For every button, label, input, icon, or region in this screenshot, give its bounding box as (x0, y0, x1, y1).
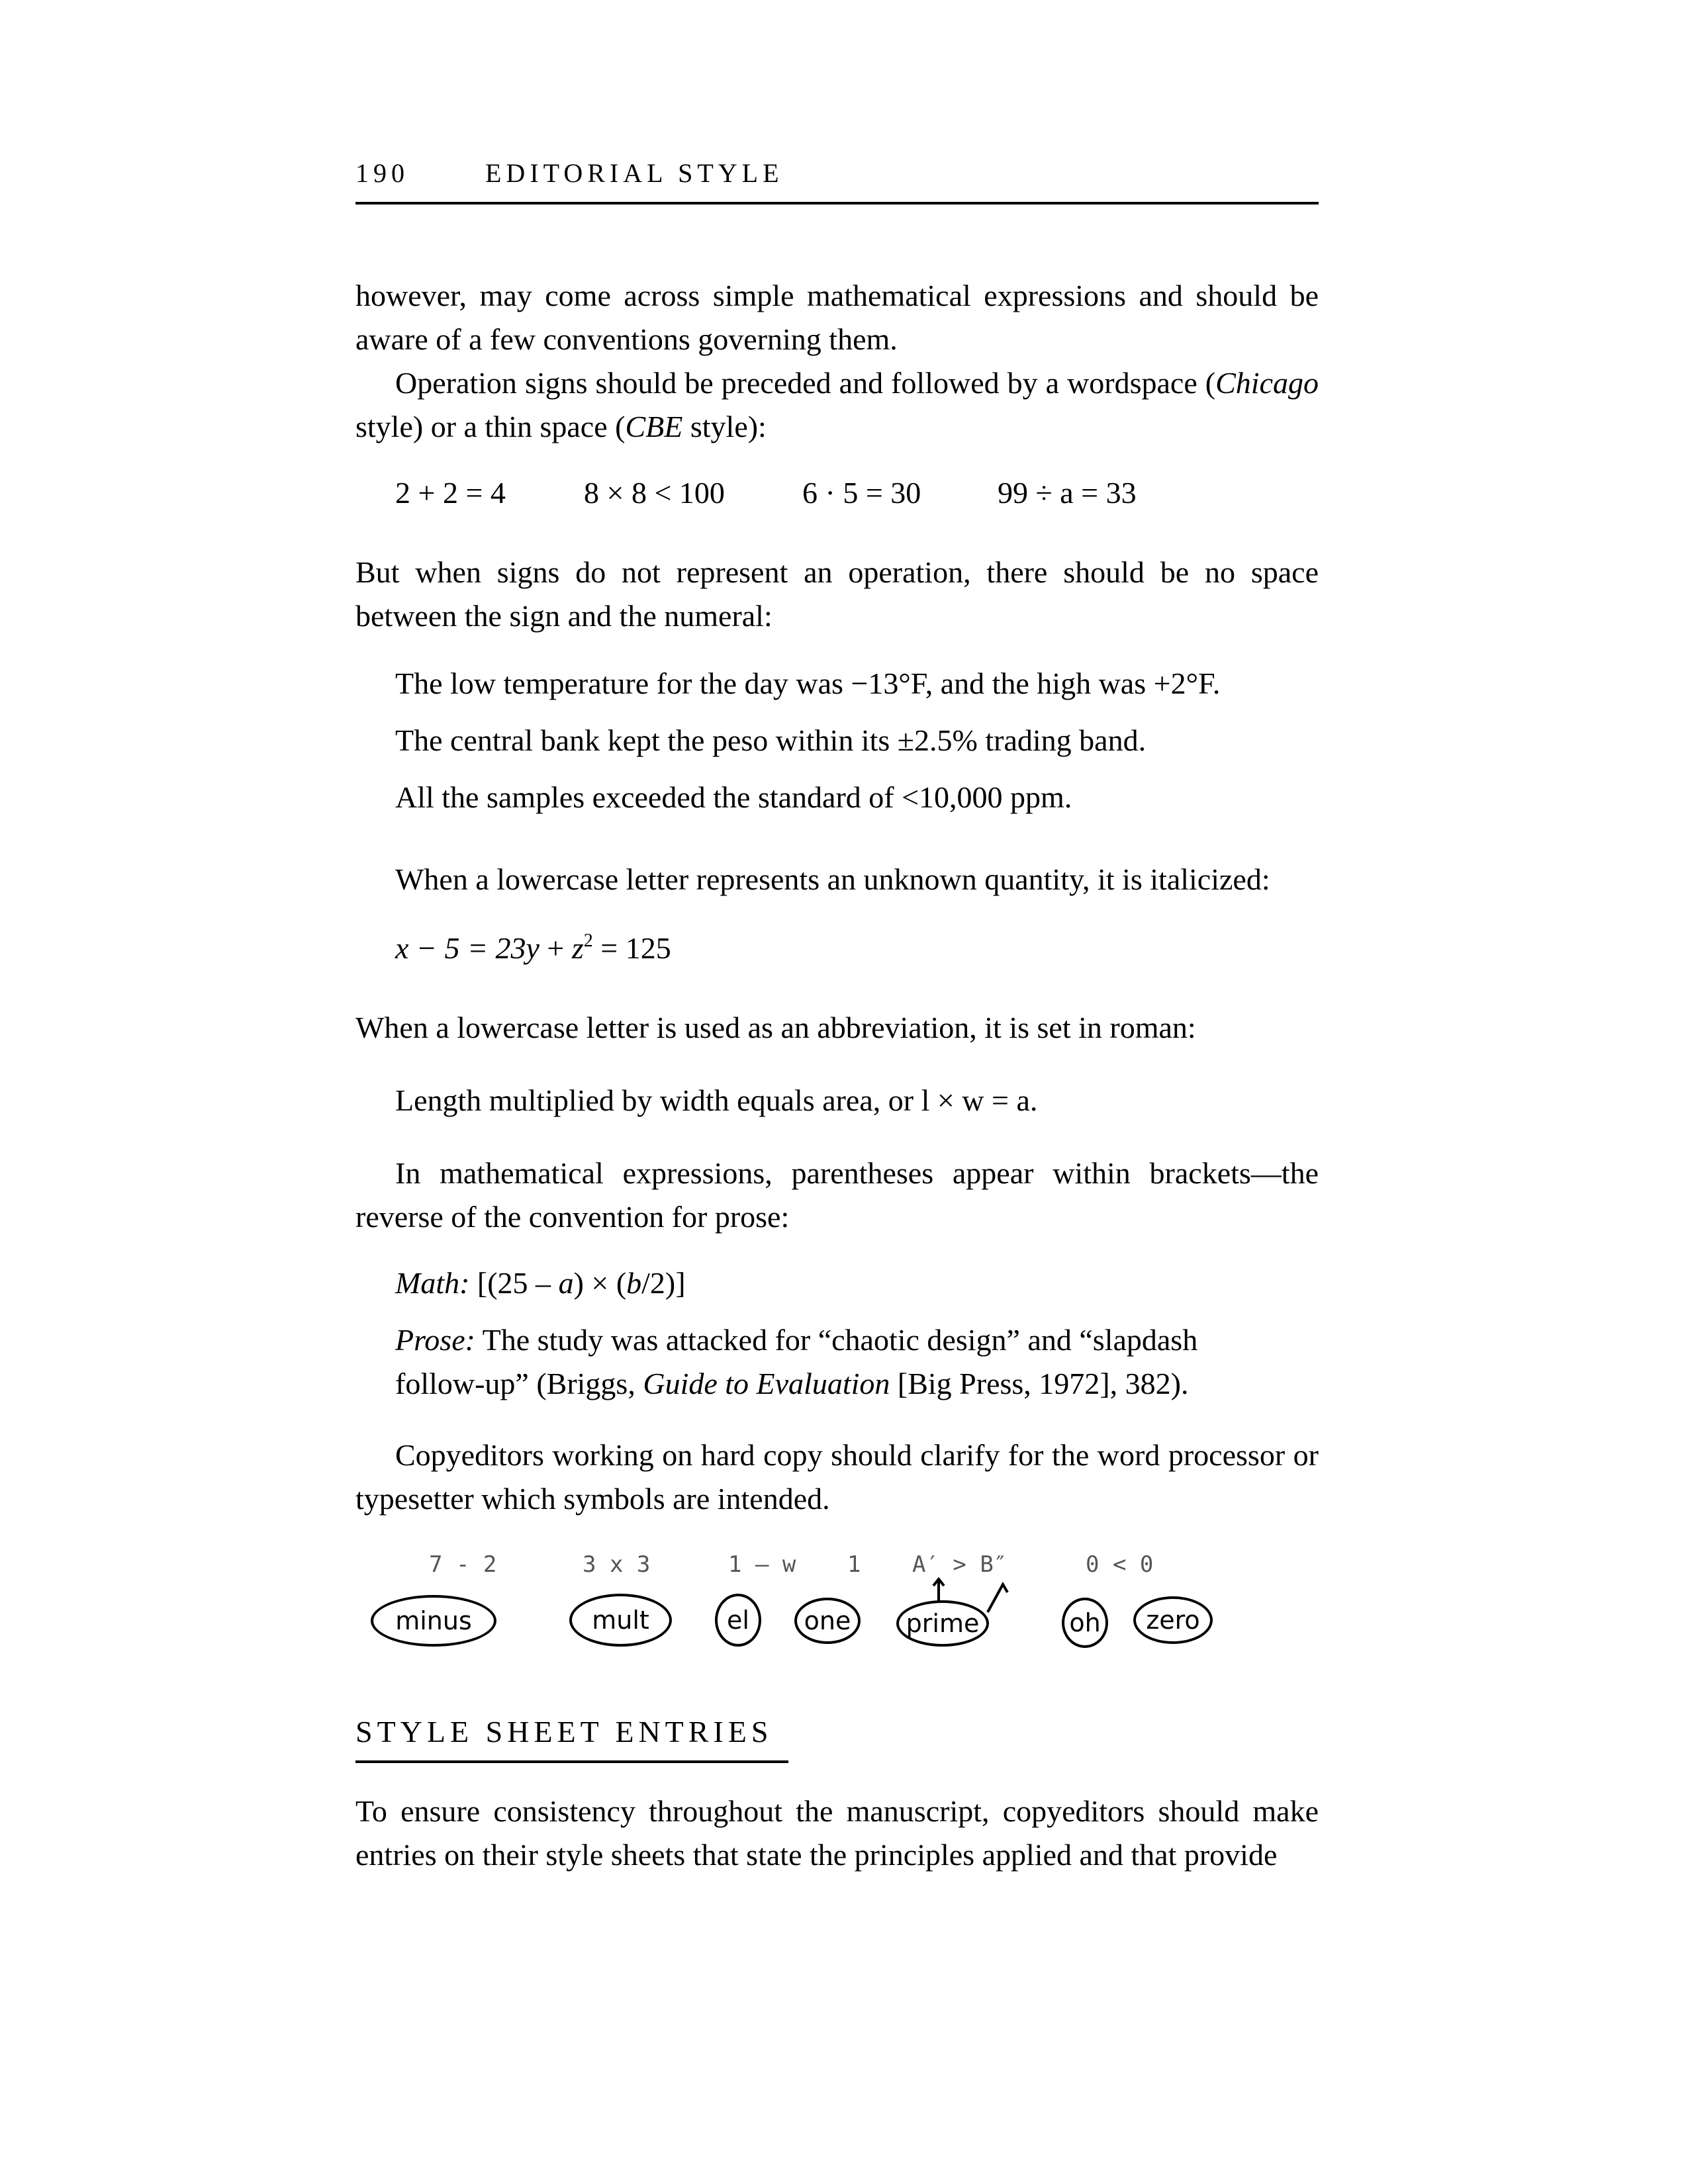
var-y: y (526, 931, 539, 965)
header-rule (355, 202, 1319, 205)
symbol-mult: 3 x 3 (583, 1551, 651, 1578)
symbol-prime: A′ > B″ (912, 1551, 1008, 1578)
text-run: ) × ( (573, 1266, 627, 1300)
oval-mult: mult (569, 1594, 672, 1647)
running-head (355, 158, 784, 189)
example-1: 2 + 2 = 4 (395, 476, 506, 510)
example-4: 99 ÷ a = 33 (998, 476, 1137, 510)
text-run: [(25 – (469, 1266, 559, 1300)
oval-prime: prime (896, 1600, 989, 1647)
example-2: 8 × 8 < 100 (584, 476, 725, 510)
paragraph-unknown-quantity: When a lowercase letter represents an unknown quantity, it is italicized: (395, 862, 1270, 896)
oval-zero: zero (1133, 1596, 1213, 1644)
abbreviation-example: Length multiplied by width equals area, or l × w = a. (395, 1083, 1038, 1117)
sign-example-3: All the samples exceeded the standard of <10,000 ppm. (395, 780, 1072, 814)
prime-arrows-icon (914, 1575, 1039, 1615)
italic-title: Guide to Evaluation (643, 1367, 890, 1400)
paragraph-no-space: But when signs do not represent an operation, there should be no space between the sign and the numeral: (355, 555, 1319, 633)
math-label: Math: (395, 1266, 470, 1300)
sign-example-2: The central bank kept the peso within its ±2.5% trading band. (395, 723, 1147, 757)
paragraph-brackets: In mathematical expressions, parentheses appear within brackets—the reverse of the convention for prose: (355, 1156, 1319, 1234)
var-z: z (571, 931, 584, 965)
paragraph-operation-signs (355, 361, 1319, 449)
text-run: The study was attacked for “chaotic design” and “slapdash follow-up” (Briggs, (395, 1323, 1198, 1400)
oval-minus: minus (371, 1595, 496, 1647)
var-b: b (626, 1266, 642, 1300)
paragraph-abbreviation: When a lowercase letter is used as an abbreviation, it is set in roman: (355, 1011, 1196, 1044)
section-heading: STYLE SHEET ENTRIES (355, 1715, 773, 1749)
paragraph-style-sheet: To ensure consistency throughout the manuscript, copyeditors should make entries on their style sheets that state the principles applied and that provide (355, 1794, 1319, 1872)
italic-chicago: Chicago (1215, 366, 1319, 400)
symbol-minus: 7 - 2 (429, 1551, 497, 1578)
section-heading-rule (355, 1760, 788, 1763)
example-3: 6 · 5 = 30 (802, 476, 921, 510)
text-run: /2)] (641, 1266, 686, 1300)
running-head-title: EDITORIAL STYLE (485, 158, 784, 188)
var-a: a (558, 1266, 574, 1300)
unknown-examples (395, 931, 671, 966)
paragraph-continuation: however, may come across simple mathematical expressions and should be aware of a few conventions governing them. (355, 279, 1319, 356)
unknown-example-2 (526, 931, 671, 966)
sign-example-1: The low temperature for the day was −13°F, and the high was +2°F. (395, 666, 1221, 700)
prose-example (395, 1318, 1229, 1406)
text-run: [Big Press, 1972], 382). (890, 1367, 1189, 1400)
superscript: 2 (583, 931, 593, 951)
prose-label: Prose: (395, 1323, 475, 1357)
page-number: 190 (355, 158, 409, 188)
text-run: style): (682, 410, 767, 443)
italic-cbe: CBE (625, 410, 683, 443)
symbol-oh-zero: 0 < 0 (1086, 1551, 1154, 1578)
text-run: + (539, 931, 572, 965)
text-run: style) or a thin space ( (355, 410, 626, 443)
oval-one: one (794, 1598, 861, 1644)
math-example (395, 1261, 1319, 1305)
unknown-example-1: x − 5 = 23 (395, 931, 526, 965)
oval-oh: oh (1062, 1598, 1108, 1648)
operation-examples (395, 475, 1137, 510)
symbol-el: 1 — w (728, 1551, 796, 1578)
paragraph-hard-copy: Copyeditors working on hard copy should clarify for the word processor or typesetter which symbols are intended. (355, 1438, 1319, 1516)
symbol-one: 1 (847, 1551, 861, 1578)
oval-el: el (715, 1594, 761, 1647)
text-run: = 125 (592, 931, 671, 965)
text-run: Operation signs should be preceded and followed by a wordspace ( (395, 366, 1216, 400)
